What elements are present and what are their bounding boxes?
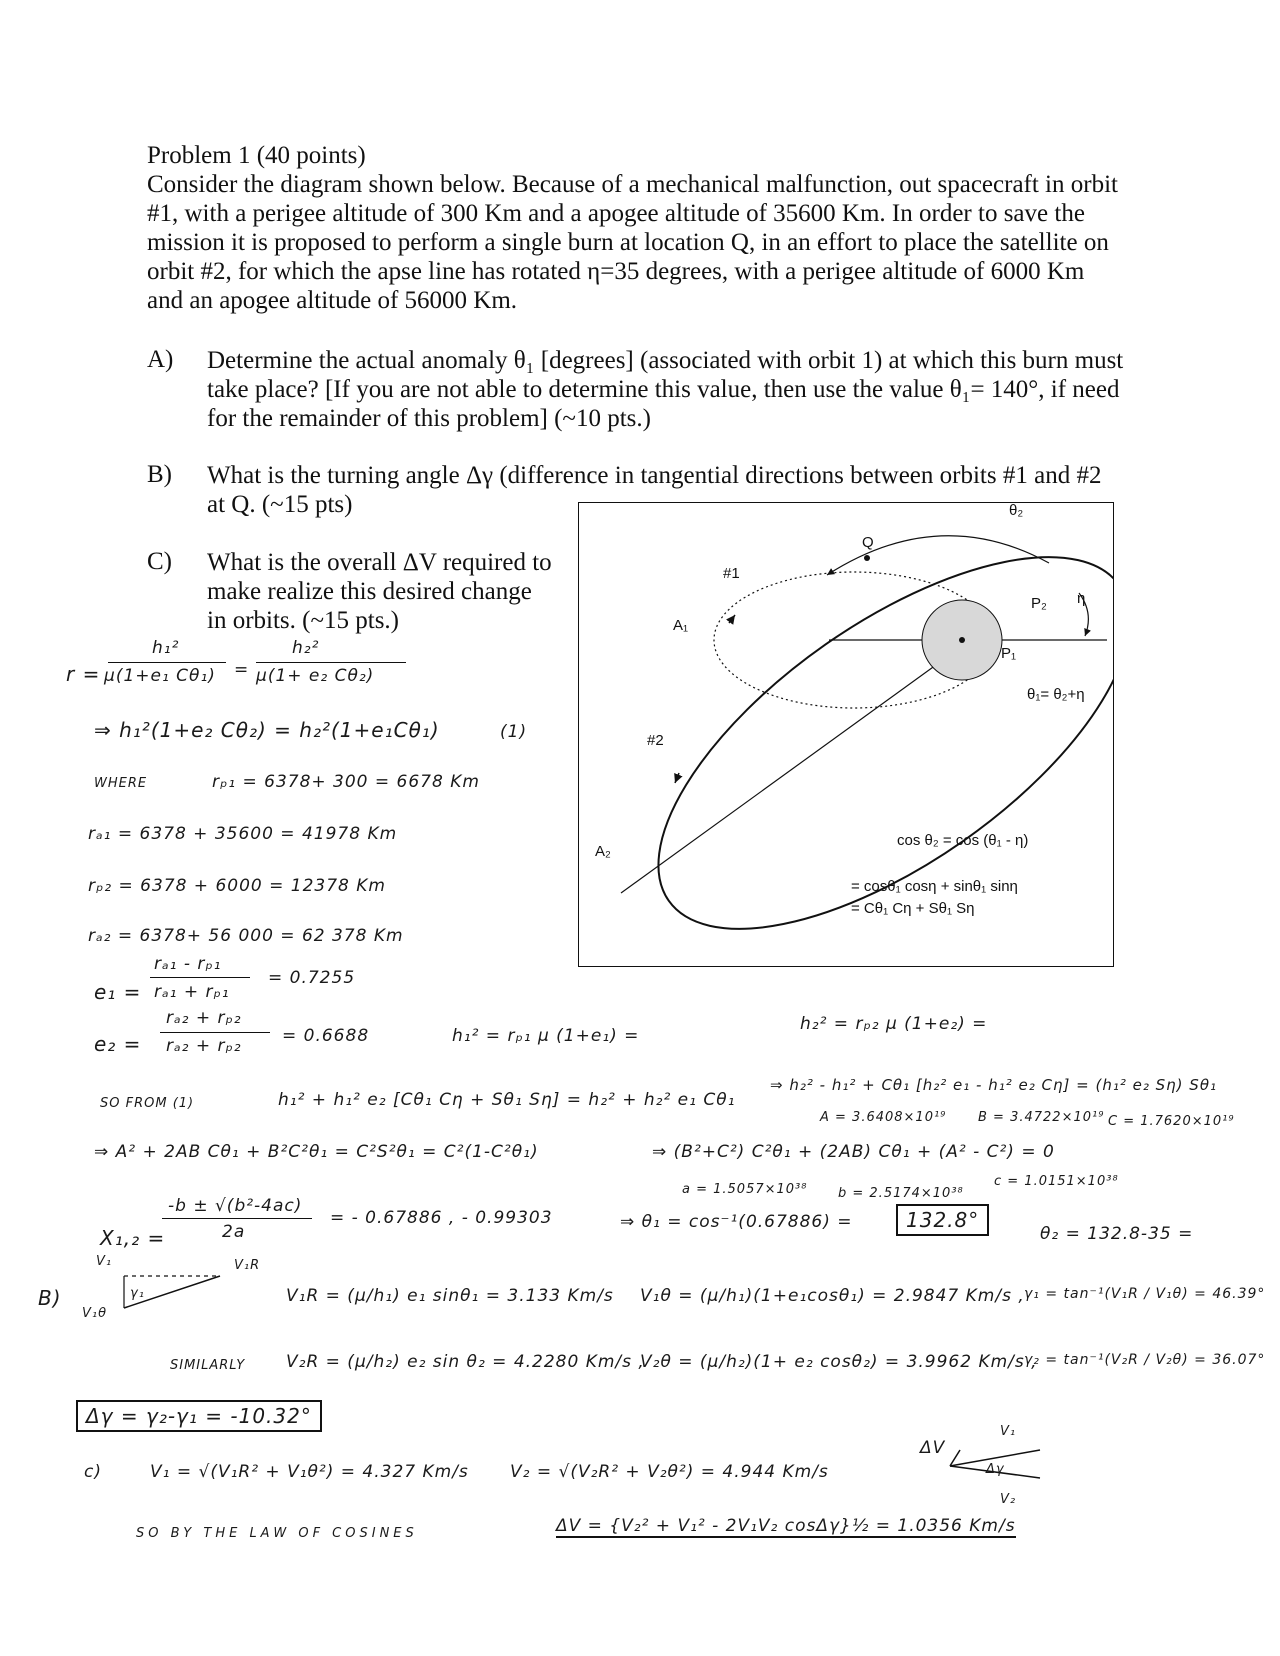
e2-den: rₐ₂ + rₚ₂ bbox=[166, 1036, 242, 1056]
part-c-tag: c) bbox=[84, 1462, 102, 1482]
v1r-equation: V₁R = (μ/h₁) e₁ sinθ₁ = 3.133 Km/s bbox=[286, 1286, 614, 1306]
question-line: What is the turning angle Δγ (difference in tangential directions between orbits #1 and #2 bbox=[207, 462, 1102, 489]
theta1-boxed-answer: 132.8° bbox=[896, 1204, 989, 1236]
problem-title: Problem 1 (40 points) bbox=[147, 142, 366, 169]
gamma1-equation: γ₁ = tan⁻¹(V₁R / V₁θ) = 46.39° bbox=[1024, 1286, 1266, 1302]
v1-c-triangle-label: V₁ bbox=[1000, 1424, 1017, 1439]
question-b-label: B) bbox=[147, 461, 172, 488]
roots-num: -b ± √(b²-4ac) bbox=[168, 1196, 303, 1216]
roots-den: 2a bbox=[222, 1222, 246, 1242]
e1-value: = 0.7255 bbox=[268, 968, 356, 988]
eta-label: η bbox=[1077, 590, 1086, 607]
e1-den: rₐ₁ + rₚ₁ bbox=[154, 982, 230, 1002]
where-label: WHERE bbox=[94, 776, 148, 791]
roots-value: = - 0.67886 , - 0.99303 bbox=[330, 1208, 553, 1228]
apse-line-orbit-2 bbox=[621, 628, 987, 893]
theta2-arc-arrow bbox=[827, 536, 1049, 575]
v1r-triangle-label: V₁R bbox=[234, 1258, 261, 1273]
orbit-2-label: #2 bbox=[647, 732, 664, 749]
a-coefficient: a = 1.5057×10³⁸ bbox=[682, 1182, 808, 1197]
v1theta-equation: V₁θ = (μ/h₁)(1+e₁cosθ₁) = 2.9847 Km/s , bbox=[640, 1286, 1025, 1306]
v1theta-triangle-label: V₁θ bbox=[82, 1306, 108, 1321]
a-value: A = 3.6408×10¹⁹ bbox=[820, 1110, 947, 1125]
question-line: for the remainder of this problem] (~10 pts.) bbox=[207, 405, 651, 432]
e2-value: = 0.6688 bbox=[282, 1026, 370, 1046]
rearranged-equation: ⇒ h₂² - h₁² + Cθ₁ [h₂² e₁ - h₁² e₂ Cη] = (h₁² e₂ Sη) Sθ₁ bbox=[770, 1076, 1218, 1094]
p2-label: P₂ bbox=[1031, 595, 1047, 612]
cos-relation-line-1: cos θ₂ = cos (θ₁ - η) bbox=[897, 832, 1029, 849]
question-line: at Q. (~15 pts) bbox=[207, 491, 353, 518]
v2-magnitude: V₂ = √(V₂R² + V₂θ²) = 4.944 Km/s bbox=[510, 1462, 829, 1482]
gamma2-equation: γ₂ = tan⁻¹(V₂R / V₂θ) = 36.07° bbox=[1024, 1352, 1266, 1368]
v2-c-triangle-label: V₂ bbox=[1000, 1492, 1017, 1507]
so-from-label: SO FROM (1) bbox=[100, 1096, 195, 1111]
h1-squared-line: h₁² = rₚ₁ μ (1+e₁) = bbox=[452, 1026, 640, 1046]
cos-relation-line-2: = cosθ₁ cosη + sinθ₁ sinη bbox=[851, 878, 1018, 895]
orbit-diagram bbox=[578, 502, 1114, 967]
question-c-text bbox=[207, 548, 587, 635]
question-line: make realize this desired change bbox=[207, 578, 532, 605]
orbit-direction-arrow bbox=[675, 773, 679, 783]
r-eq-num2: h₂² bbox=[292, 638, 320, 658]
delta-v-final-answer: ΔV = {V₂² + V₁² - 2V₁V₂ cosΔγ}½ = 1.0356 Km/s bbox=[556, 1516, 1016, 1536]
statement-line: mission it is proposed to perform a single burn at location Q, in an effort to place the satellite on bbox=[147, 229, 1109, 256]
expanded-equation: h₁² + h₁² e₂ [Cθ₁ Cη + Sθ₁ Sη] = h₂² + h₂² e₁ Cθ₁ bbox=[278, 1090, 736, 1110]
delta-v-vector-line bbox=[950, 1450, 960, 1466]
q-label: Q bbox=[862, 534, 874, 551]
orbit-1-label: #1 bbox=[723, 565, 740, 582]
b-value: B = 3.4722×10¹⁹ bbox=[978, 1110, 1105, 1125]
theta1-result: ⇒ θ₁ = cos⁻¹(0.67886) = bbox=[620, 1212, 853, 1232]
quadratic-step-1: ⇒ A² + 2AB Cθ₁ + B²C²θ₁ = C²S²θ₁ = C²(1-C²θ₁) bbox=[94, 1142, 539, 1162]
question-c-label: C) bbox=[147, 548, 172, 575]
b-coefficient: b = 2.5174×10³⁸ bbox=[838, 1186, 964, 1201]
point-q-dot bbox=[864, 555, 870, 561]
v2theta-equation: V₂θ = (μ/h₂)(1+ e₂ cosθ₂) = 3.9962 Km/s , bbox=[640, 1352, 1038, 1372]
e1-num: rₐ₁ - rₚ₁ bbox=[154, 954, 222, 974]
orbit-direction-arrow bbox=[729, 615, 735, 623]
c-coefficient: c = 1.0151×10³⁸ bbox=[994, 1174, 1119, 1189]
e1-lhs: e₁ = bbox=[94, 980, 142, 1004]
question-line: What is the overall ΔV required to bbox=[207, 549, 552, 576]
ra1-line: rₐ₁ = 6378 + 35600 = 41978 Km bbox=[88, 824, 398, 844]
question-line: in orbits. (~15 pts.) bbox=[207, 607, 399, 634]
ra2-line: rₐ₂ = 6378+ 56 000 = 62 378 Km bbox=[88, 926, 404, 946]
p1-label: P₁ bbox=[1001, 645, 1017, 662]
delta-gamma-boxed-answer: Δγ = γ₂-γ₁ = -10.32° bbox=[76, 1400, 322, 1432]
delta-v-triangle-label: ΔV bbox=[920, 1438, 946, 1458]
statement-line: and an apogee altitude of 56000 Km. bbox=[147, 287, 518, 314]
e2-num: rₐ₂ + rₚ₂ bbox=[166, 1008, 242, 1028]
r-eq-lhs: r = bbox=[66, 662, 101, 686]
statement-line: Consider the diagram shown below. Because of a mechanical malfunction, out spacecraft in orbit bbox=[147, 171, 1118, 198]
e2-lhs: e₂ = bbox=[94, 1032, 142, 1056]
r-eq-den1: μ(1+e₁ Cθ₁) bbox=[104, 666, 216, 686]
equation-1: ⇒ h₁²(1+e₂ Cθ₂) = h₂²(1+e₁Cθ₁) bbox=[94, 718, 440, 742]
orbit-diagram-svg bbox=[579, 503, 1113, 966]
gamma1-triangle-label: γ₁ bbox=[130, 1286, 145, 1301]
c-value: C = 1.7620×10¹⁹ bbox=[1108, 1114, 1235, 1129]
question-line: Determine the actual anomaly θ₁ [degrees] (associated with orbit 1) at which this burn must bbox=[207, 347, 1124, 374]
roots-lhs: X₁,₂ = bbox=[100, 1226, 166, 1250]
question-a-label: A) bbox=[147, 346, 174, 373]
statement-line: orbit #2, for which the apse line has rotated η=35 degrees, with a perigee altitude of 6000 Km bbox=[147, 258, 1085, 285]
law-of-cosines-label: SO BY THE LAW OF COSINES bbox=[136, 1526, 418, 1541]
part-b-tag: B) bbox=[38, 1286, 62, 1310]
orbit-2-ellipse bbox=[600, 503, 1113, 966]
theta2-label: θ₂ bbox=[1009, 503, 1024, 519]
r-eq-den2: μ(1+ e₂ Cθ₂) bbox=[256, 666, 375, 686]
r-eq-fraction-bar bbox=[108, 662, 226, 663]
similarly-label: SIMILARLY bbox=[170, 1358, 246, 1373]
v1-magnitude: V₁ = √(V₁R² + V₁θ²) = 4.327 Km/s bbox=[150, 1462, 469, 1482]
r-eq-num1: h₁² bbox=[152, 638, 180, 658]
cos-relation-line-3: = Cθ₁ Cη + Sθ₁ Sη bbox=[851, 900, 975, 917]
r-eq-fraction-bar bbox=[256, 662, 406, 663]
roots-fraction-bar bbox=[162, 1218, 312, 1219]
h2-squared-line: h₂² = rₚ₂ μ (1+e₂) = bbox=[800, 1014, 988, 1034]
v1-triangle-label: V₁ bbox=[96, 1254, 113, 1269]
rp1-line: rₚ₁ = 6378+ 300 = 6678 Km bbox=[212, 772, 480, 792]
equation-1-tag: (1) bbox=[500, 722, 528, 742]
question-a-text bbox=[207, 346, 1127, 433]
delta-gamma-triangle-label: Δγ bbox=[986, 1462, 1005, 1477]
quadratic-step-2: ⇒ (B²+C²) C²θ₁ + (2AB) Cθ₁ + (A² - C²) = 0 bbox=[652, 1142, 1055, 1162]
e1-fraction-bar bbox=[150, 977, 250, 978]
theta2-calc: θ₂ = 132.8-35 = bbox=[1040, 1224, 1194, 1244]
e2-fraction-bar bbox=[160, 1032, 270, 1033]
a1-label: A₁ bbox=[673, 617, 689, 634]
r-eq-mid: = bbox=[234, 660, 250, 680]
statement-line: #1, with a perigee altitude of 300 Km and a apogee altitude of 35600 Km. In order to save the bbox=[147, 200, 1085, 227]
rp2-line: rₚ₂ = 6378 + 6000 = 12378 Km bbox=[88, 876, 386, 896]
v2r-equation: V₂R = (μ/h₂) e₂ sin θ₂ = 4.2280 Km/s , bbox=[286, 1352, 645, 1372]
theta-relation-label: θ₁= θ₂+η bbox=[1027, 686, 1085, 703]
focus-point bbox=[959, 637, 965, 643]
question-line: take place? [If you are not able to determine this value, then use the value θ₁= 140°, if need bbox=[207, 376, 1120, 403]
a2-label: A₂ bbox=[595, 843, 611, 860]
problem-statement bbox=[147, 170, 1147, 315]
